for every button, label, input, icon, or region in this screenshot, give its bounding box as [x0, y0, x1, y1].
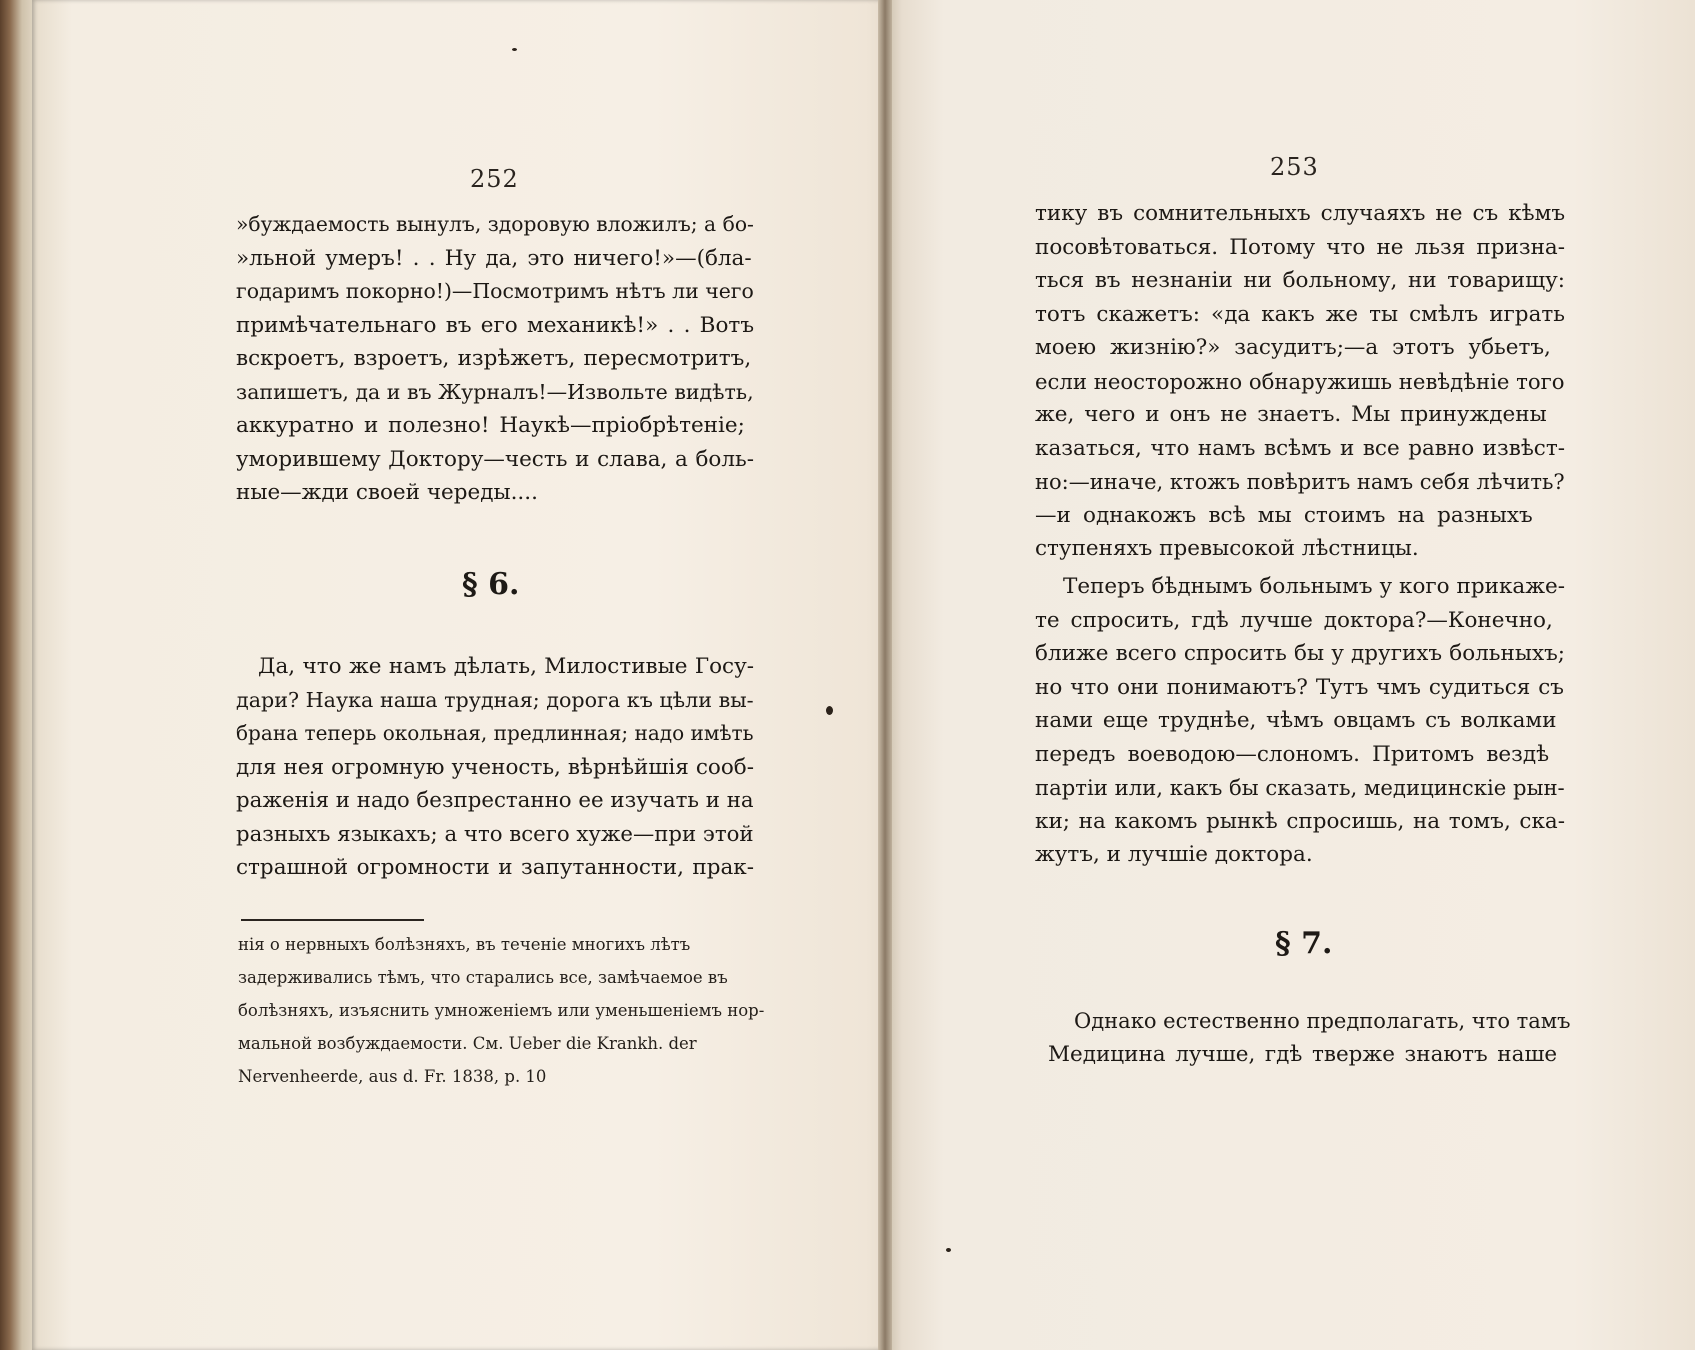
text-line: если неосторожно обнаружишь невѣдѣніе того	[1035, 368, 1565, 394]
text-line: моею жизнію?» засудитъ;—а этотъ убьетъ,	[1035, 335, 1551, 360]
right-section-heading: § 7.	[1275, 926, 1333, 961]
text-line: но что они понимаютъ? Тутъ чмъ судиться съ	[1035, 674, 1564, 700]
footnote-rule	[241, 919, 424, 921]
text-line: »буждаемость вынулъ, здоровую вложилъ; а бо-	[236, 212, 754, 236]
text-line: ться въ незнаніи ни больному, ни товарищу:	[1035, 268, 1565, 293]
ink-speck	[512, 48, 517, 51]
left-page-number: 252	[470, 165, 519, 193]
right-paragraph-1	[1035, 197, 1565, 566]
book-gutter	[878, 0, 892, 1350]
text-line: ступеняхъ превысокой лѣстницы.	[1035, 536, 1419, 561]
right-page-number: 253	[1270, 153, 1319, 181]
text-line: ки; на какомъ рынкѣ спросишь, на томъ, ска-	[1035, 808, 1565, 834]
text-line: запишетъ, да и въ Журналъ!—Извольте видѣть,	[236, 379, 754, 404]
text-line: раженія и надо безпрестанно ее изучать и на	[236, 788, 754, 813]
footnote-line: задерживались тѣмъ, что старались все, замѣчаемое въ	[238, 968, 728, 987]
text-line: жутъ, и лучшіе доктора.	[1035, 842, 1313, 867]
text-line: казаться, что намъ всѣмъ и все равно извѣст-	[1035, 435, 1565, 461]
text-line: ные—жди своей череды....	[236, 480, 538, 505]
footnote-line: Nervenheerde, aus d. Fr. 1838, p. 10	[238, 1067, 547, 1086]
ink-speck	[946, 1248, 951, 1252]
text-line: для нея огромную ученость, вѣрнѣйшія сооб-	[236, 754, 754, 780]
footnote-line: мальной возбуждаемости. См. Ueber die Krankh. der	[238, 1034, 697, 1053]
footnote-line: нія о нервныхъ болѣзняхъ, въ теченіе многихъ лѣтъ	[238, 935, 691, 954]
left-paragraph-2	[236, 650, 754, 885]
left-section-heading: § 6.	[462, 567, 520, 602]
text-line: вскроетъ, взроетъ, изрѣжетъ, пересмотритъ,	[236, 346, 752, 371]
footnote-line: болѣзняхъ, изъяснить умноженіемъ или уменьшеніемъ нор-	[238, 1001, 765, 1020]
ink-speck	[826, 706, 833, 715]
text-line: тотъ скажетъ: «да какъ же ты смѣлъ играть	[1035, 301, 1565, 327]
right-paragraph-2	[1035, 570, 1565, 872]
text-line: нами еще труднѣе, чѣмъ овцамъ съ волками	[1035, 708, 1557, 733]
text-line: Медицина лучше, гдѣ тверже знаютъ наше	[1048, 1041, 1558, 1067]
text-line: же, чего и онъ не знаетъ. Мы принуждены	[1035, 402, 1547, 427]
text-line: Теперъ бѣднымъ больнымъ у кого прикаже-	[1063, 574, 1565, 599]
text-line: передъ воеводою—слономъ. Притомъ вездѣ	[1035, 741, 1550, 767]
text-line: партіи или, какъ бы сказать, медицинскіе рын-	[1035, 775, 1565, 800]
text-line: »льной умеръ! . . Ну да, это ничего!»—(бла-	[236, 245, 752, 271]
text-line: посовѣтоваться. Потому что не льзя призна-	[1035, 234, 1565, 260]
text-line: уморившему Доктору—честь и слава, а боль-	[236, 446, 754, 472]
text-line: тику въ сомнительныхъ случаяхъ не съ кѣмъ	[1035, 201, 1565, 226]
footnote	[238, 928, 764, 1093]
text-line: страшной огромности и запутанности, прак-	[236, 855, 754, 880]
text-line: аккуратно и полезно! Наукѣ—пріобрѣтеніе;	[236, 413, 745, 438]
text-line: ближе всего спросить бы у другихъ больныхъ;	[1035, 641, 1565, 666]
text-line: Однако естественно предполагать, что тамъ	[1074, 1008, 1571, 1033]
text-line: но:—иначе, ктожъ повѣритъ намъ себя лѣчить?	[1035, 469, 1565, 494]
text-line: годаримъ покорно!)—Посмотримъ нѣтъ ли чего	[236, 279, 754, 303]
text-line: дари? Наука наша трудная; дорога къ цѣли вы-	[236, 687, 754, 712]
left-paragraph-1	[236, 208, 754, 510]
text-line: брана теперь окольная, предлинная; надо имѣть	[236, 721, 754, 745]
text-line: примѣчательнаго въ его механикѣ!» . . Вотъ	[236, 312, 754, 338]
text-line: разныхъ языкахъ; а что всего хуже—при этой	[236, 821, 754, 847]
text-line: Да, что же намъ дѣлать, Милостивые Госу-	[258, 654, 754, 679]
text-line: те спросить, гдѣ лучше доктора?—Конечно,	[1035, 607, 1553, 633]
right-paragraph-3	[1048, 1004, 1571, 1071]
text-line: —и однакожъ всѣ мы стоимъ на разныхъ	[1035, 502, 1533, 528]
